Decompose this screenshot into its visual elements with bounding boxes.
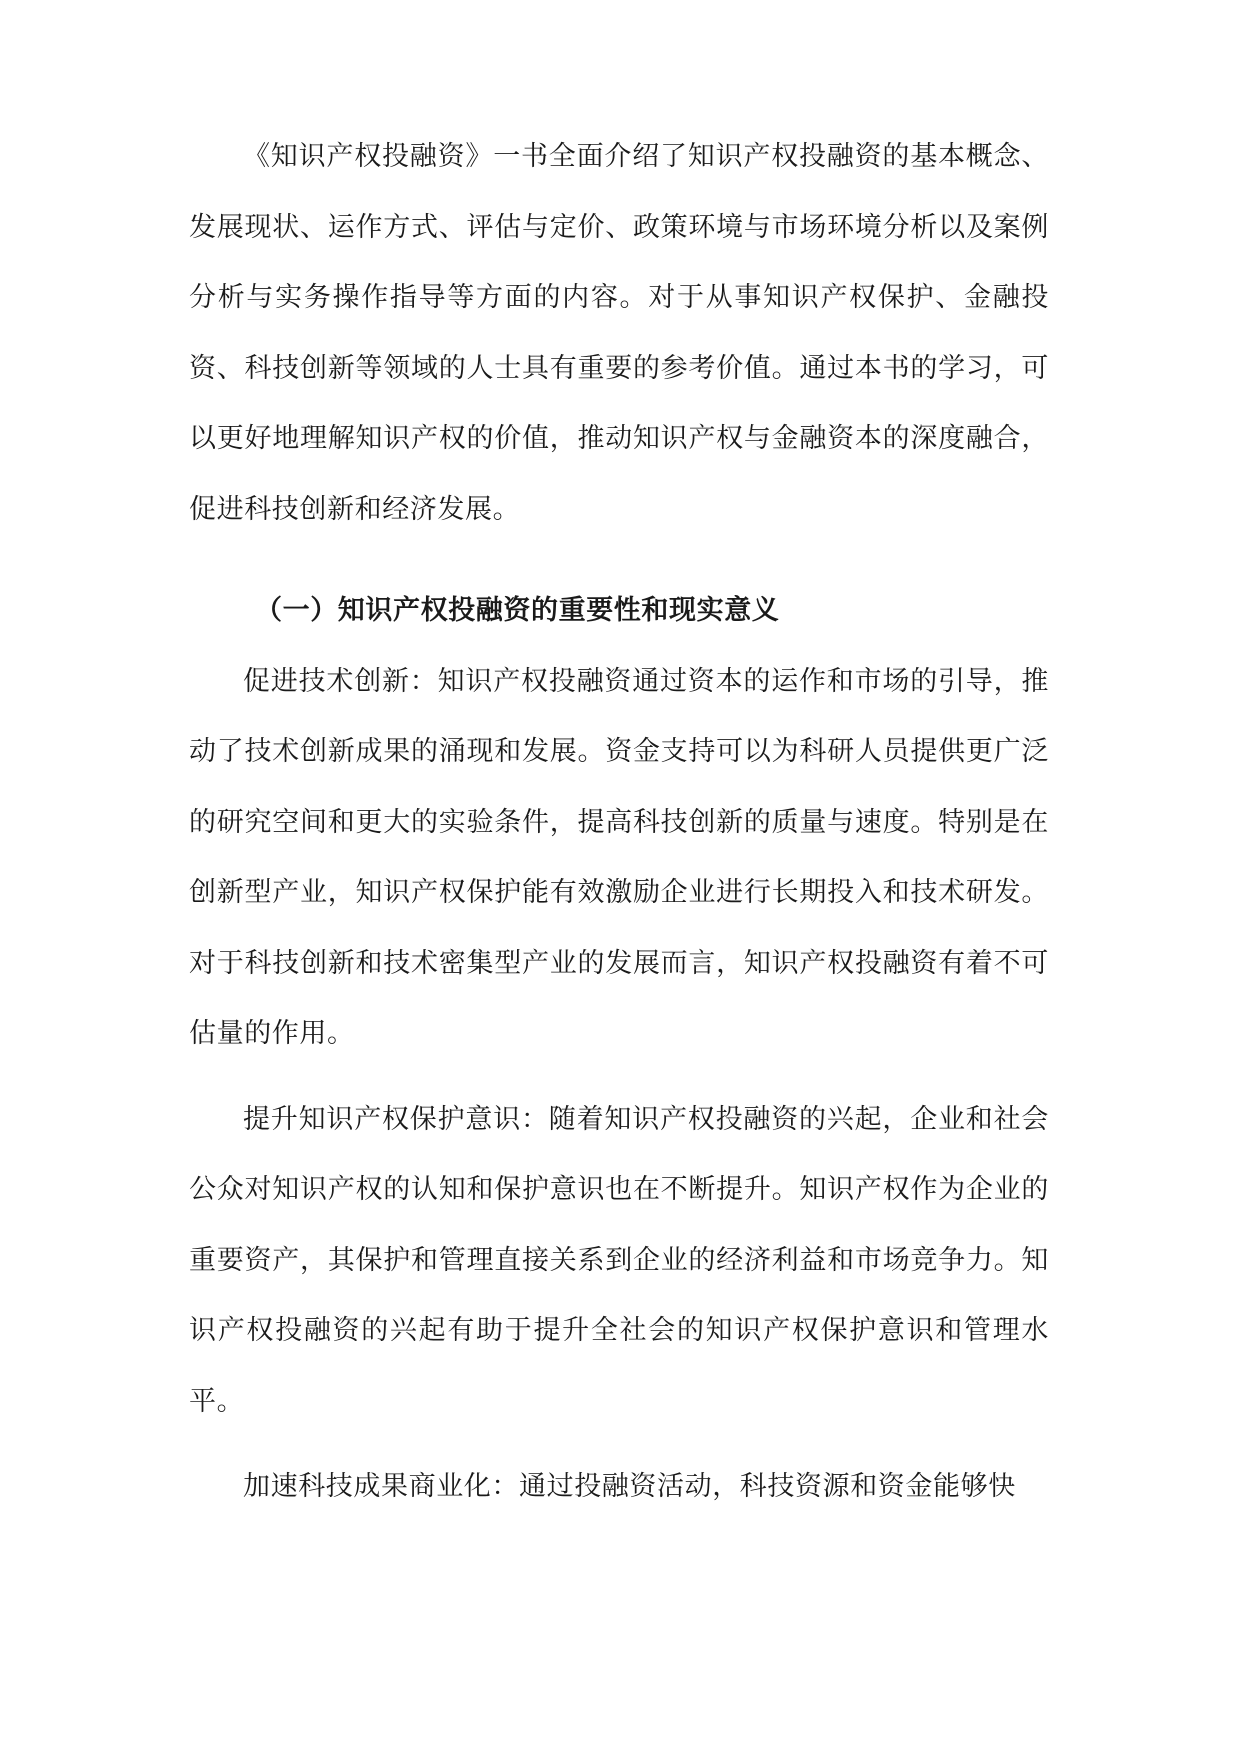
commercialization-paragraph: 加速科技成果商业化：通过投融资活动，科技资源和资金能够快 [243,1471,1016,1502]
innovation-paragraph: 促进技术创新：知识产权投融资通过资本的运作和市场的引导，推动了技术创新成果的涌现和发展。资金支持可以为科研人员提供更广泛的研究空间和更大的实验条件，提高科技创新的质量与速度。特别是在创新型产业，知识产权保护能有效激励企业进行长期投入和技术研发。对于科技创新和技术密集型产业的发展而言，知识产权投融资有着不可估量的作用。 [189,665,1049,1049]
section-heading: （一）知识产权投融资的重要性和现实意义 [255,595,780,626]
awareness-paragraph: 提升知识产权保护意识：随着知识产权投融资的兴起，企业和社会公众对知识产权的认知和保护意识也在不断提升。知识产权作为企业的重要资产，其保护和管理直接关系到企业的经济利益和市场竞争力。知识产权投融资的兴起有助于提升全社会的知识产权保护意识和管理水平。 [189,1103,1049,1417]
intro-paragraph: 《知识产权投融资》一书全面介绍了知识产权投融资的基本概念、发展现状、运作方式、评估与定价、政策环境与市场环境分析以及案例分析与实务操作指导等方面的内容。对于从事知识产权保护、金融投资、科技创新等领域的人士具有重要的参考价值。通过本书的学习，可以更好地理解知识产权的价值，推动知识产权与金融资本的深度融合，促进科技创新和经济发展。 [189,141,1049,525]
document-body [189,122,1049,1523]
